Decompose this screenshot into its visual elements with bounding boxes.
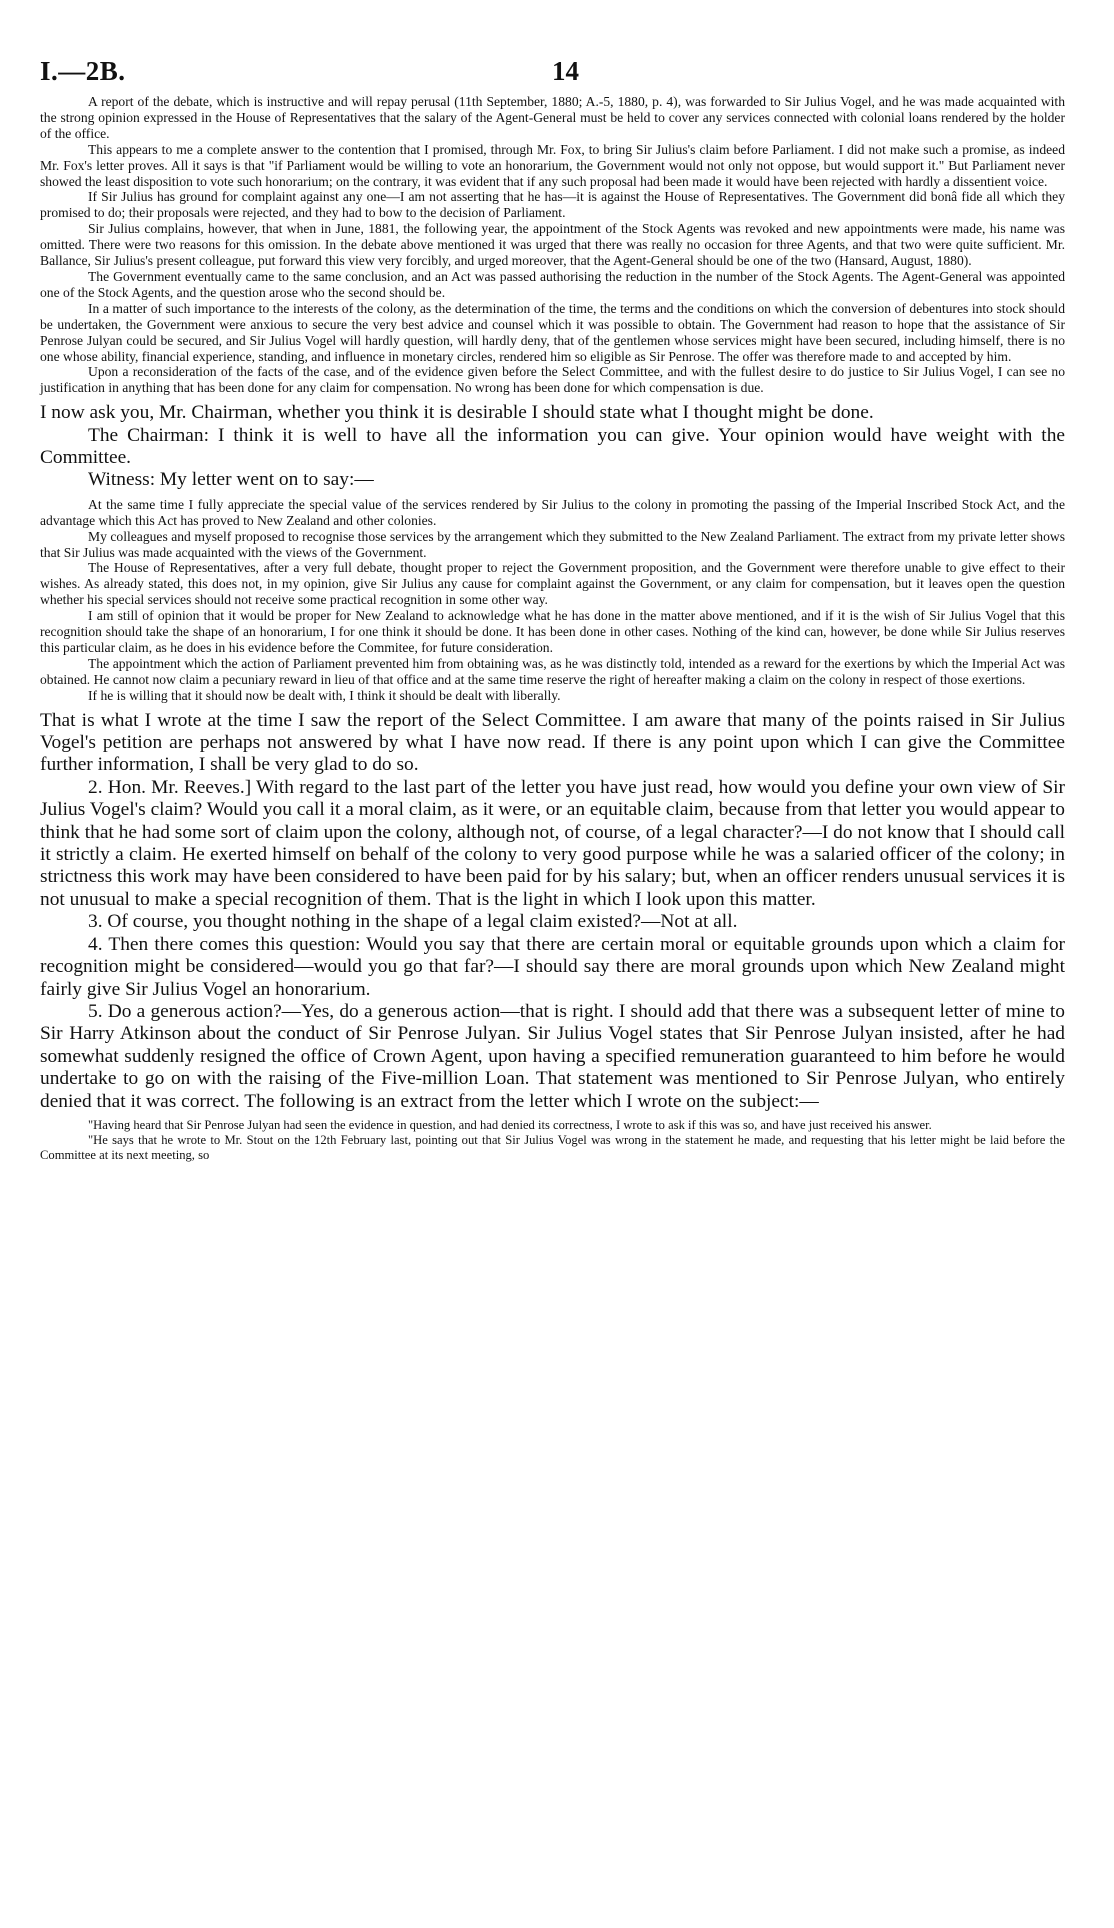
paragraph: The Chairman: I think it is well to have all the information you can give. Your opinion would have weight with the Committee. [40,424,1065,469]
document-reference: I.—2B. [40,56,126,86]
paragraph: Upon a reconsideration of the facts of the case, and of the evidence given before the Select Committee, and with the fullest desire to do justice to Sir Julius Vogel, I can see no justification in anything that has been done for any claim for compensation. No wrong has been done for which compensation is due. [40,364,1065,396]
paragraph: At the same time I fully appreciate the special value of the services rendered by Sir Julius to the colony in promoting the passing of the Imperial Inscribed Stock Act, and the advantage which this Act has proved to New Zealand and other colonies. [40,496,1065,528]
paragraph: 3. Of course, you thought nothing in the shape of a legal claim existed?—Not at all. [88,911,738,933]
document-page [40,36,1065,1164]
letter-extract-part-1 [40,94,1065,396]
paragraph: I am still of opinion that it would be proper for New Zealand to acknowledge what he has done in the matter above mentioned, and if it is the wish of Sir Julius Vogel that this recognition should take the shape of an honorarium, I for one think it should be done. It has been done in other cases. Nothing of the kind can, however, be done while Sir Julius reserves this particular claim, as he does in his evidence before the Commitee, for future consideration. [40,608,1065,655]
paragraph: "He says that he wrote to Mr. Stout on the 12th February last, pointing out that Sir Julius Vogel was wrong in the statement he made, and requesting that his letter might be laid before the Committee at its next meeting, so [40,1133,1065,1163]
testimony-part-1 [40,402,1065,492]
paragraph: 4. Then there comes this question: Would you say that there are certain moral or equitable grounds upon which a claim for recognition might be considered—would you go that far?—I should say there are moral grounds upon which New Zealand might fairly give Sir Julius Vogel an honorarium. [40,933,1065,1000]
paragraph: I now ask you, Mr. Chairman, whether you think it is desirable I should state what I thought might be done. [40,402,874,424]
paragraph: This appears to me a complete answer to the contention that I promised, through Mr. Fox, to bring Sir Julius's claim before Parliament. I did not make such a promise, as indeed Mr. Fox's letter proves. All it says is that "if Parliament would be willing to vote an honorarium, the Government would not only not oppose, but would support it." But Parliament never showed the least disposition to vote such honorarium; on the contrary, it was evident that if any such proposal had been made it would have been rejected with hardly a dissentient voice. [40,141,1065,189]
paragraph: In a matter of such importance to the interests of the colony, as the determination of the time, the terms and the conditions on which the conversion of debentures into stock should be undertaken, the Government were anxious to secure the very best advice and counsel which it was possible to obtain. The Government had reason to hope that the assistance of Sir Penrose Julyan could be secured, and Sir Julius Vogel will hardly question, will hardly deny, that of the gentlemen whose services might have been secured, including himself, there is no one whose ability, financial experience, standing, and influence in monetary circles, rendered him so eligible as Sir Penrose. The offer was therefore made to and accepted by him. [40,300,1065,364]
paragraph: The appointment which the action of Parliament prevented him from obtaining was, as he was distinctly told, intended as a reward for the exertions by which the Imperial Act was obtained. He cannot now claim a pecuniary reward in lieu of that office and at the same time reserve the right of hereafter making a claim on the colony in respect of those exertions. [40,655,1065,687]
paragraph: The Government eventually came to the same conclusion, and an Act was passed authorising the reduction in the number of the Stock Agents. The Agent-General was appointed one of the Stock Agents, and the question arose who the second should be. [40,268,1065,300]
letter-extract-part-2 [40,497,1065,704]
paragraph: Sir Julius complains, however, that when in June, 1881, the following year, the appointment of the Stock Agents was revoked and new appointments were made, his name was omitted. There were two reasons for this omission. In the debate above mentioned it was urged that there was really no occasion for three Agents, and that two were quite sufficient. Mr. Ballance, Sir Julius's present colleague, put forward this view very forcibly, and urged moreover, that the Agent-General should be one of the two (Hansard, August, 1880). [40,221,1065,269]
testimony-part-2 [40,710,1065,1113]
paragraph: 5. Do a generous action?—Yes, do a generous action—that is right. I should add that there was a subsequent letter of mine to Sir Harry Atkinson about the conduct of Sir Penrose Julyan. Sir Julius Vogel states that Sir Penrose Julyan insisted, after he had somewhat suddenly resigned the office of Crown Agent, upon having a specified remuneration guaranteed to him before he would undertake to go on with the raising of the Five-million Loan. That statement was mentioned to Sir Penrose Julyan, who entirely denied that it was correct. The following is an extract from the letter which I wrote on the subject:— [40,1000,1065,1112]
paragraph: My colleagues and myself proposed to recognise those services by the arrangement which they submitted to the New Zealand Parliament. The extract from my private letter shows that Sir Julius was made acquainted with the views of the Government. [40,528,1065,560]
paragraph: If Sir Julius has ground for complaint against any one—I am not asserting that he has—it is against the House of Representatives. The Government did bonâ fide all which they promised to do; their proposals were rejected, and they had to bow to the decision of Parliament. [40,189,1065,221]
paragraph: "Having heard that Sir Penrose Julyan had seen the evidence in question, and had denied its correctness, I wrote to ask if this was so, and have just received his answer. [88,1117,932,1132]
page-number: 14 [552,56,579,86]
paragraph: Witness: My letter went on to say:— [88,469,374,491]
page-header [40,36,1065,94]
paragraph: If he is willing that it should now be dealt with, I think it should be dealt with liberally. [88,687,561,703]
paragraph: A report of the debate, which is instructive and will repay perusal (11th September, 1880; A.-5, 1880, p. 4), was forwarded to Sir Julius Vogel, and he was made acquainted with the strong opinion expressed in the House of Representatives that the salary of the Agent-General must be held to cover any services connected with colonial loans rendered by the holder of the office. [40,94,1065,141]
paragraph: The House of Representatives, after a very full debate, thought proper to reject the Government proposition, and the Government were therefore unable to give effect to their wishes. As already stated, this does not, in my opinion, give Sir Julius any cause for complaint against the Government, or any claim for compensation, but it leaves open the question whether his special services should not receive some practical recognition in some other way. [40,560,1065,608]
paragraph: 2. Hon. Mr. Reeves.] With regard to the last part of the letter you have just read, how would you define your own view of Sir Julius Vogel's claim? Would you call it a moral claim, as it were, or an equitable claim, because from that letter you would appear to think that he had some sort of claim upon the colony, although not, of course, of a legal character?—I do not know that I should call it strictly a claim. He exerted himself on behalf of the colony to very good purpose while he was a salaried officer of the colony; in strictness this work may have been considered to have been paid for by his salary; but, when an officer renders unusual services it is not unusual to make a special recognition of them. That is the light in which I look upon this matter. [40,776,1065,910]
paragraph: That is what I wrote at the time I saw the report of the Select Committee. I am aware that many of the points raised in Sir Julius Vogel's petition are perhaps not answered by what I have now read. If there is any point upon which I can give the Committee further information, I shall be very glad to do so. [40,709,1065,776]
letter-quote [40,1118,1065,1164]
